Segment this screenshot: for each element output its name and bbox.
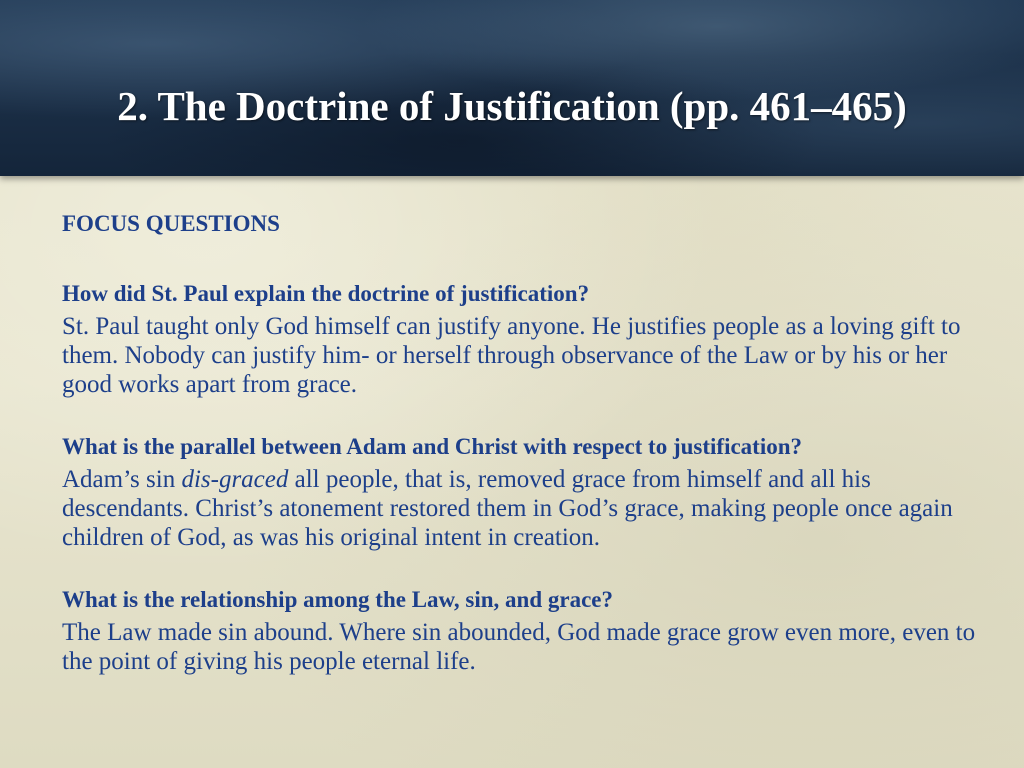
question-3: What is the relationship among the Law, sin, and grace? [62,587,613,612]
answer-2-part-2: all people, that is, removed grace from himself and all his descendants. Christ’s atonement restored them in God’s grace, making people once again children of God, as was his original intent in creation. [62,466,953,551]
focus-questions-heading: FOCUS QUESTIONS [62,211,280,236]
title-banner [0,0,1024,176]
answer-2 [62,465,982,552]
answer-3: The Law made sin abound. Where sin abounded, God made grace grow even more, even to the point of giving his people eternal life. [62,619,976,675]
slide-content [62,210,982,676]
answer-2-italic-term: dis-graced [181,466,289,493]
question-1: How did St. Paul explain the doctrine of justification? [62,281,590,306]
question-2: What is the parallel between Adam and Christ with respect to justification? [62,434,803,459]
qa-block-1 [62,280,982,399]
answer-2-part-1: Adam’s sin [62,466,182,493]
qa-block-2 [62,433,982,552]
answer-1: St. Paul taught only God himself can justify anyone. He justifies people as a loving gift to them. Nobody can justify him- or herself through observance of the Law or by his or her good works apart from grace. [62,313,961,398]
slide-title: 2. The Doctrine of Justification (pp. 461–465) [117,83,907,129]
qa-block-3 [62,586,982,676]
